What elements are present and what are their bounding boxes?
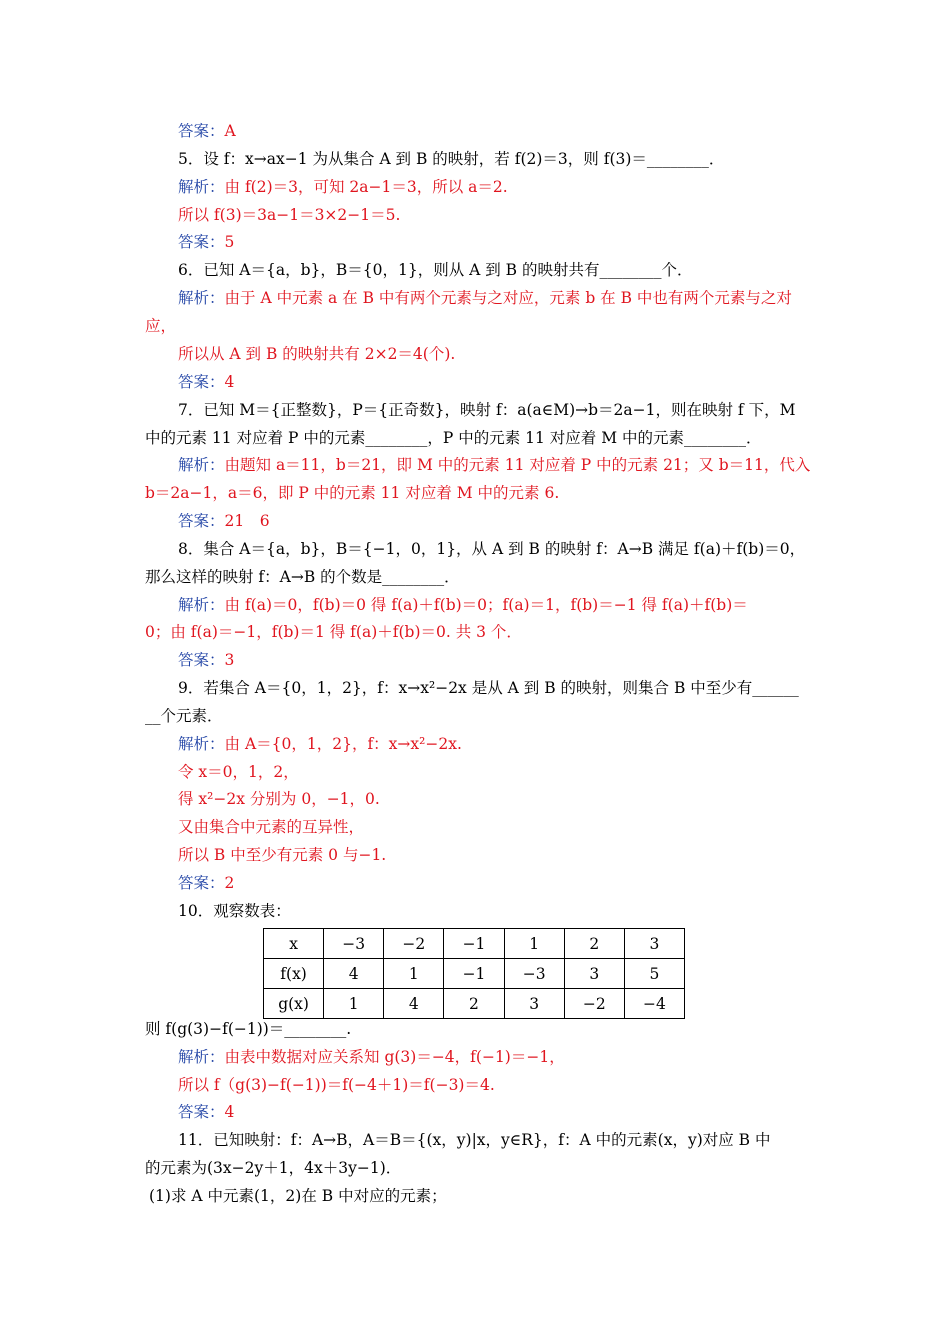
table-row: [264, 959, 685, 989]
question-10: 10．观察数表：: [178, 902, 291, 920]
question-11: 11．已知映射：f：A→B，A＝B＝{(x，y)|x，y∈R}，f：A 中的元素(x，y)对应 B 中: [178, 1131, 771, 1149]
table-cell: g(x): [264, 989, 324, 1019]
question-5: 5．设 f：x→ax−1 为从集合 A 到 B 的映射，若 f(2)＝3，则 f(3)＝________．: [178, 150, 725, 168]
analysis-line: 所以 B 中至少有元素 0 与−1.: [178, 846, 387, 864]
question-11: 的元素为(3x−2y＋1，4x＋3y−1)．: [145, 1159, 402, 1177]
answer-line: 答案：21 6: [178, 512, 270, 530]
question-10: 则 f(g(3)−f(−1))＝________.: [145, 1020, 352, 1038]
table-cell: −1: [444, 929, 504, 959]
question-6: 6．已知 A＝{a，b}，B＝{0，1}，则从 A 到 B 的映射共有________个．: [178, 261, 693, 279]
analysis-line: 所以 f(3)＝3a−1＝3×2−1＝5.: [178, 206, 401, 224]
table-cell: 1: [384, 959, 444, 989]
table-cell: x: [264, 929, 324, 959]
analysis-line: 解析：由题知 a＝11，b＝21，即 M 中的元素 11 对应着 P 中的元素 21；又 b＝11，代入: [178, 456, 811, 474]
table-cell: −2: [564, 989, 624, 1019]
answer-line: 答案：4: [178, 1103, 235, 1121]
table-cell: 4: [324, 959, 384, 989]
table-cell: 4: [384, 989, 444, 1019]
analysis-line: 应，: [145, 317, 177, 335]
table-cell: 3: [564, 959, 624, 989]
value-table: [263, 928, 685, 1019]
analysis-line: 0；由 f(a)＝−1，f(b)＝1 得 f(a)＋f(b)＝0. 共 3 个．: [145, 623, 522, 641]
table-cell: 3: [624, 929, 684, 959]
table-cell: −4: [624, 989, 684, 1019]
question-8: 8．集合 A＝{a，b}，B＝{−1，0，1}，从 A 到 B 的映射 f：A→B 满足 f(a)＋f(b)＝0，: [178, 540, 806, 558]
table-cell: 5: [624, 959, 684, 989]
question-7: 7．已知 M＝{正整数}，P＝{正奇数}，映射 f：a(a∈M)→b＝2a−1，则在映射 f 下，M: [178, 401, 796, 419]
question-9: 9．若集合 A＝{0，1，2}，f：x→x²−2x 是从 A 到 B 的映射，则集合 B 中至少有______: [178, 679, 799, 697]
table-cell: 1: [504, 929, 564, 959]
table-cell: 3: [504, 989, 564, 1019]
table-cell: 2: [564, 929, 624, 959]
analysis-line: b＝2a−1，a＝6，即 P 中的元素 11 对应着 M 中的元素 6.: [145, 484, 560, 502]
answer-line: 答案：3: [178, 651, 235, 669]
table-cell: −3: [324, 929, 384, 959]
analysis-line: 所以从 A 到 B 的映射共有 2×2＝4(个).: [178, 345, 456, 363]
table-cell: 1: [324, 989, 384, 1019]
analysis-line: 得 x²−2x 分别为 0，−1，0.: [178, 790, 380, 808]
analysis-line: 解析：由 f(a)＝0，f(b)＝0 得 f(a)＋f(b)＝0；f(a)＝1，f(b)＝−1 得 f(a)＋f(b)＝: [178, 596, 748, 614]
answer-line: 答案：5: [178, 233, 235, 251]
table-cell: f(x): [264, 959, 324, 989]
question-11-part-1: (1)求 A 中元素(1，2)在 B 中对应的元素；: [149, 1187, 447, 1205]
question-9: __个元素．: [145, 707, 223, 725]
analysis-line: 解析：由于 A 中元素 a 在 B 中有两个元素与之对应，元素 b 在 B 中也有两个元素与之对: [178, 289, 792, 307]
table-cell: −2: [384, 929, 444, 959]
question-7: 中的元素 11 对应着 P 中的元素________，P 中的元素 11 对应着 M 中的元素________．: [145, 429, 762, 447]
analysis-line: 解析：由 f(2)＝3，可知 2a−1＝3，所以 a＝2.: [178, 178, 508, 196]
table-cell: −3: [504, 959, 564, 989]
analysis-line: 所以 f（g(3)−f(−1))＝f(−4＋1)＝f(−3)＝4.: [178, 1076, 495, 1094]
answer-line: 答案：4: [178, 373, 235, 391]
table-row: [264, 989, 685, 1019]
analysis-line: 又由集合中元素的互异性，: [178, 818, 365, 836]
table-row: [264, 929, 685, 959]
analysis-line: 解析：由 A＝{0，1，2}，f：x→x²−2x.: [178, 735, 462, 753]
analysis-line: 令 x＝0，1，2，: [178, 763, 299, 781]
analysis-line: 解析：由表中数据对应关系知 g(3)＝−4，f(−1)＝−1，: [178, 1048, 565, 1066]
table-cell: 2: [444, 989, 504, 1019]
question-8: 那么这样的映射 f：A→B 的个数是________．: [145, 568, 460, 586]
table-cell: −1: [444, 959, 504, 989]
answer-line: 答案：2: [178, 874, 235, 892]
answer-line: 答案：A: [178, 122, 236, 140]
